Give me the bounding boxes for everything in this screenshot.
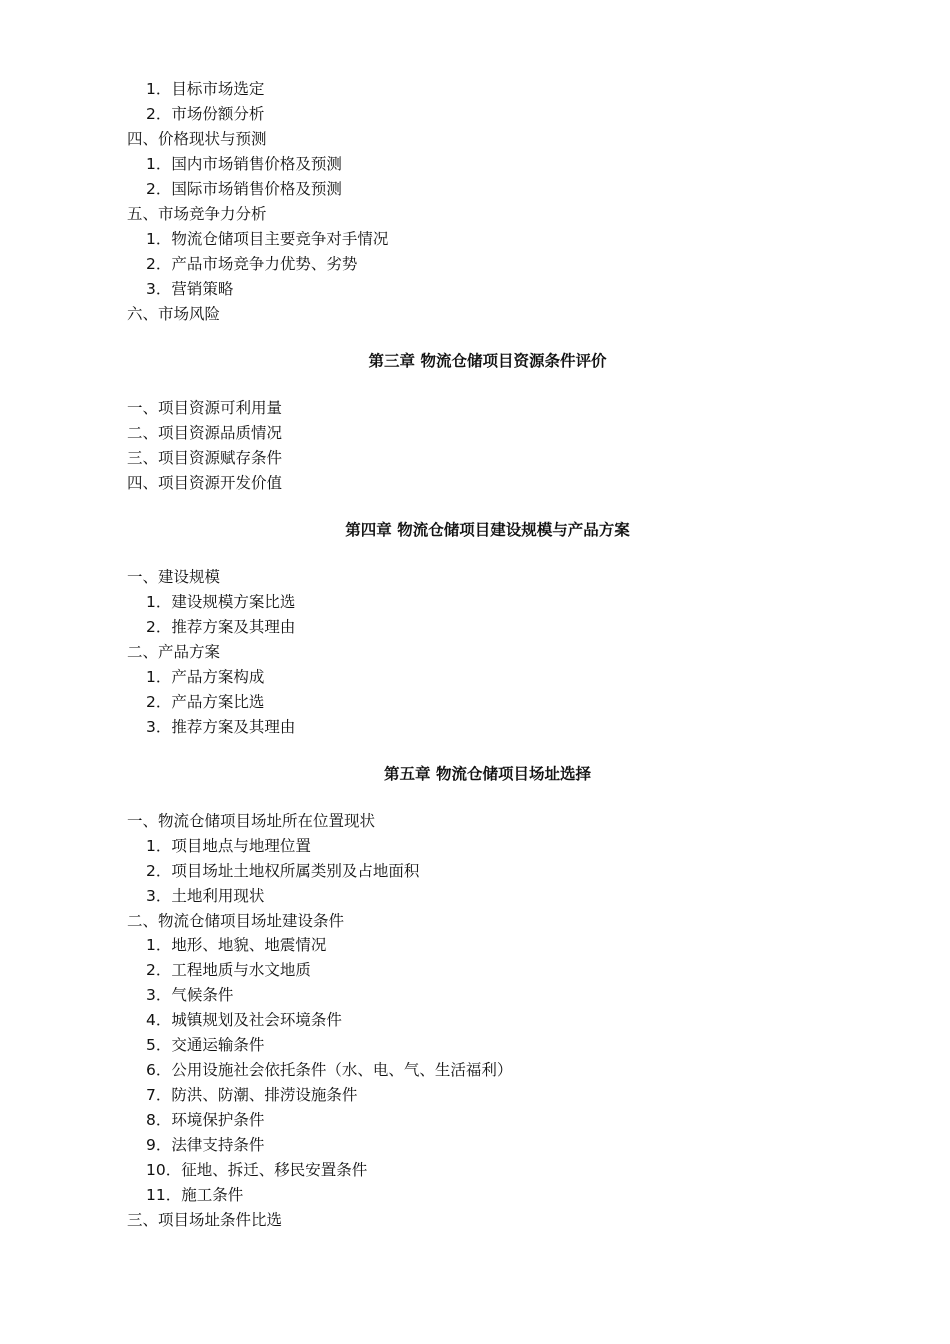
section-heading: 二、项目资源品质情况 bbox=[127, 424, 283, 442]
chapter-title: 第三章 物流仓储项目资源条件评价 bbox=[368, 352, 607, 370]
list-item: 1．产品方案构成 bbox=[146, 668, 265, 686]
list-item: 2．项目场址土地权所属类别及占地面积 bbox=[146, 862, 420, 880]
list-item: 7．防洪、防潮、排涝设施条件 bbox=[146, 1086, 358, 1104]
list-item: 3．营销策略 bbox=[146, 280, 234, 298]
section-heading: 二、产品方案 bbox=[127, 643, 221, 661]
section-heading: 一、项目资源可利用量 bbox=[127, 399, 283, 417]
section-heading: 六、市场风险 bbox=[127, 305, 221, 323]
list-item: 6．公用设施社会依托条件（水、电、气、生活福利） bbox=[146, 1061, 513, 1079]
section-heading: 三、项目场址条件比选 bbox=[127, 1211, 283, 1229]
list-item: 1．项目地点与地理位置 bbox=[146, 837, 311, 855]
list-item: 10．征地、拆迁、移民安置条件 bbox=[146, 1161, 368, 1179]
list-item: 2．产品市场竞争力优势、劣势 bbox=[146, 255, 358, 273]
list-item: 3．气候条件 bbox=[146, 986, 234, 1004]
section-heading: 二、物流仓储项目场址建设条件 bbox=[127, 912, 345, 930]
list-item: 2．工程地质与水文地质 bbox=[146, 961, 311, 979]
section-heading: 一、物流仓储项目场址所在位置现状 bbox=[127, 812, 376, 830]
list-item: 2．国际市场销售价格及预测 bbox=[146, 180, 342, 198]
section-heading: 一、建设规模 bbox=[127, 568, 221, 586]
section-heading: 三、项目资源赋存条件 bbox=[127, 449, 283, 467]
section-heading: 四、项目资源开发价值 bbox=[127, 474, 283, 492]
list-item: 5．交通运输条件 bbox=[146, 1036, 265, 1054]
list-item: 3．推荐方案及其理由 bbox=[146, 718, 296, 736]
list-item: 1．地形、地貌、地震情况 bbox=[146, 936, 327, 954]
section-heading: 四、价格现状与预测 bbox=[127, 130, 267, 148]
list-item: 11．施工条件 bbox=[146, 1186, 244, 1204]
list-item: 4．城镇规划及社会环境条件 bbox=[146, 1011, 342, 1029]
list-item: 8．环境保护条件 bbox=[146, 1111, 265, 1129]
list-item: 2．产品方案比选 bbox=[146, 693, 265, 711]
list-item: 1．物流仓储项目主要竞争对手情况 bbox=[146, 230, 389, 248]
chapter-title: 第四章 物流仓储项目建设规模与产品方案 bbox=[345, 521, 630, 539]
list-item: 2．市场份额分析 bbox=[146, 105, 265, 123]
list-item: 9．法律支持条件 bbox=[146, 1136, 265, 1154]
list-item: 1．目标市场选定 bbox=[146, 80, 265, 98]
chapter-title: 第五章 物流仓储项目场址选择 bbox=[384, 765, 591, 783]
list-item: 1．国内市场销售价格及预测 bbox=[146, 155, 342, 173]
section-heading: 五、市场竞争力分析 bbox=[127, 205, 267, 223]
list-item: 3．土地利用现状 bbox=[146, 887, 265, 905]
list-item: 2．推荐方案及其理由 bbox=[146, 618, 296, 636]
list-item: 1．建设规模方案比选 bbox=[146, 593, 296, 611]
